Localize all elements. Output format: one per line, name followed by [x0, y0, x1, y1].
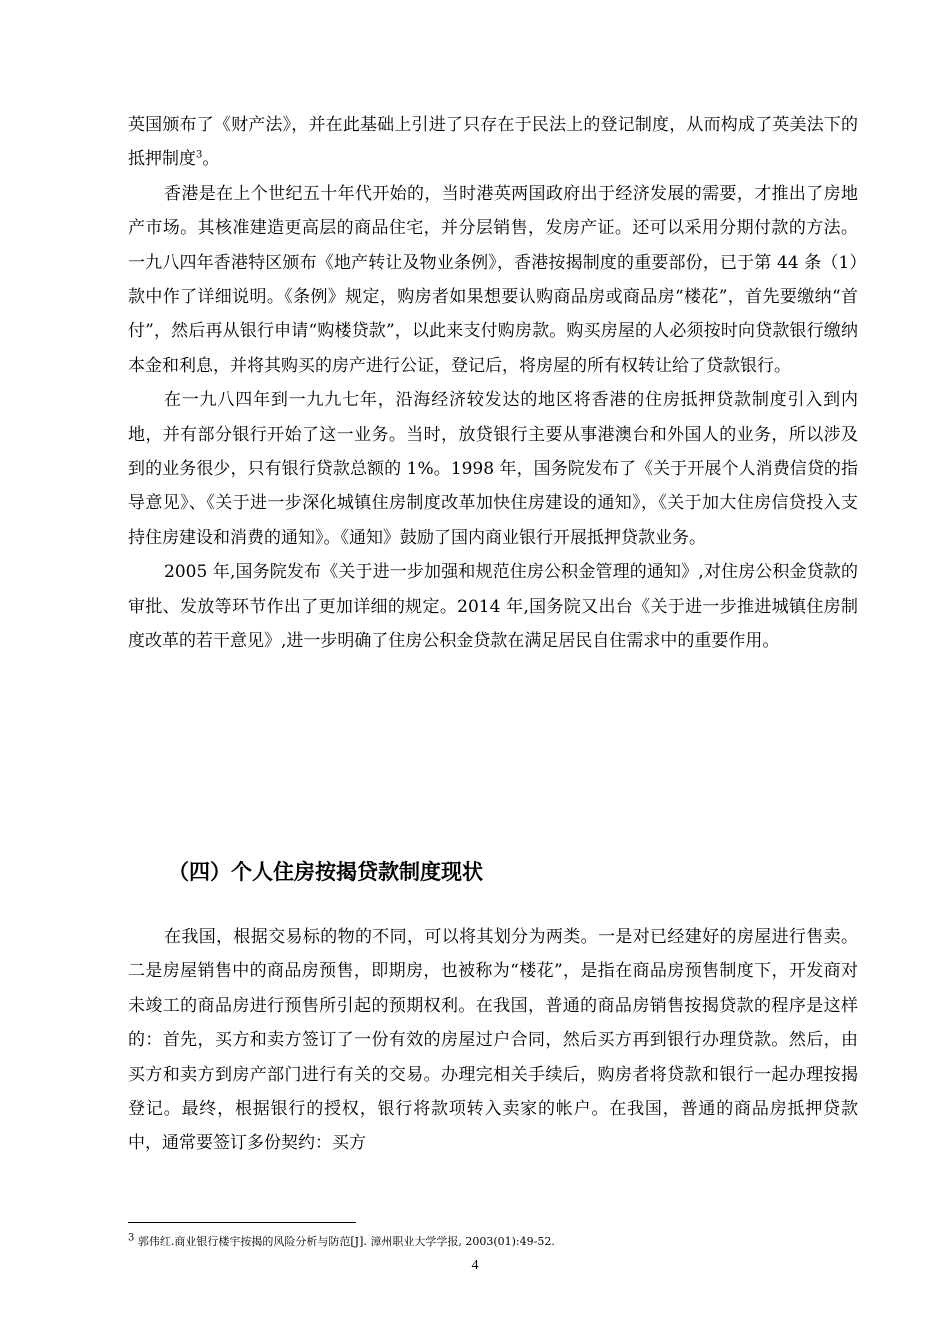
body-text-top: [128, 108, 858, 659]
paragraph-0-text: 英国颁布了《财产法》，并在此基础上引进了只存在于民法上的登记制度，从而构成了英美法下的抵押制度: [128, 115, 858, 170]
paragraph-2005: 2005 年,国务院发布《关于进一步加强和规范住房公积金管理的通知》,对住房公积金贷款的审批、发放等环节作出了更加详细的规定。2014 年,国务院又出台《关于进一步推进城镇住房制度改革的若干意见》,进一步明确了住房公积金贷款在满足居民自住需求中的重要作用。: [128, 562, 858, 652]
section-heading: （四）个人住房按揭贷款制度现状: [168, 860, 483, 884]
footnote-divider: [128, 1222, 356, 1223]
page-number: 4: [471, 1258, 479, 1273]
footnote: [128, 1234, 858, 1250]
footnote-reference[interactable]: 3: [196, 149, 203, 161]
paragraph-current-status: 在我国，根据交易标的物的不同，可以将其划分为两类。一是对已经建好的房屋进行售卖。二是房屋销售中的商品房预售，即期房，也被称为“楼花”，是指在商品房预售制度下，开发商对未竣工的商品房进行预售所引起的预期权利。在我国，普通的商品房销售按揭贷款的程序是这样的：首先，买方和卖方签订了一份有效的房屋过户合同，然后买方再到银行办理贷款。然后，由买方和卖方到房产部门进行有关的交易。办理完相关手续后，购房者将贷款和银行一起办理按揭登记。最终，根据银行的授权，银行将款项转入卖家的帐户。在我国，普通的商品房抵押贷款中，通常要签订多份契约：买方: [128, 927, 858, 1154]
paragraph-hongkong: 香港是在上个世纪五十年代开始的，当时港英两国政府出于经济发展的需要，才推出了房地产市场。其核准建造更高层的商品住宅，并分层销售，发房产证。还可以采用分期付款的方法。一九八四年香港特区颁布《地产转让及物业条例》，香港按揭制度的重要部份，已于第 44 条（1）款中作了详细说明。《条例》规定，购房者如果想要认购商品房或商品房“楼花”，首先要缴纳“首付”，然后再从银行申请“购楼贷款”，以此来支付购房款。购买房屋的人必须按时向贷款银行缴纳本金和利息，并将其购买的房产进行公证，登记后，将房屋的所有权转让给了贷款银行。: [128, 183, 858, 376]
footnote-mark: 3: [128, 1232, 135, 1244]
paragraph-0-end: 。: [202, 149, 220, 170]
footnote-text: 郭伟红.商业银行楼宇按揭的风险分析与防范[J]. 漳州职业大学学报, 2003(01):49-52.: [137, 1235, 555, 1248]
paragraph-mainland: 在一九八四年到一九九七年，沿海经济较发达的地区将香港的住房抵押贷款制度引入到内地，并有部分银行开始了这一业务。当时，放贷银行主要从事港澳台和外国人的业务，所以涉及到的业务很少，只有银行贷款总额的 1%。1998 年，国务院发布了《关于开展个人消费信贷的指导意见》、《关于进一步深化城镇住房制度改革加快住房建设的通知》，《关于加大住房信贷投入支持住房建设和消费的通知》。《通知》鼓励了国内商业银行开展抵押贷款业务。: [128, 390, 858, 548]
body-text-bottom: [128, 920, 858, 1161]
paragraph-continued: [128, 108, 858, 177]
